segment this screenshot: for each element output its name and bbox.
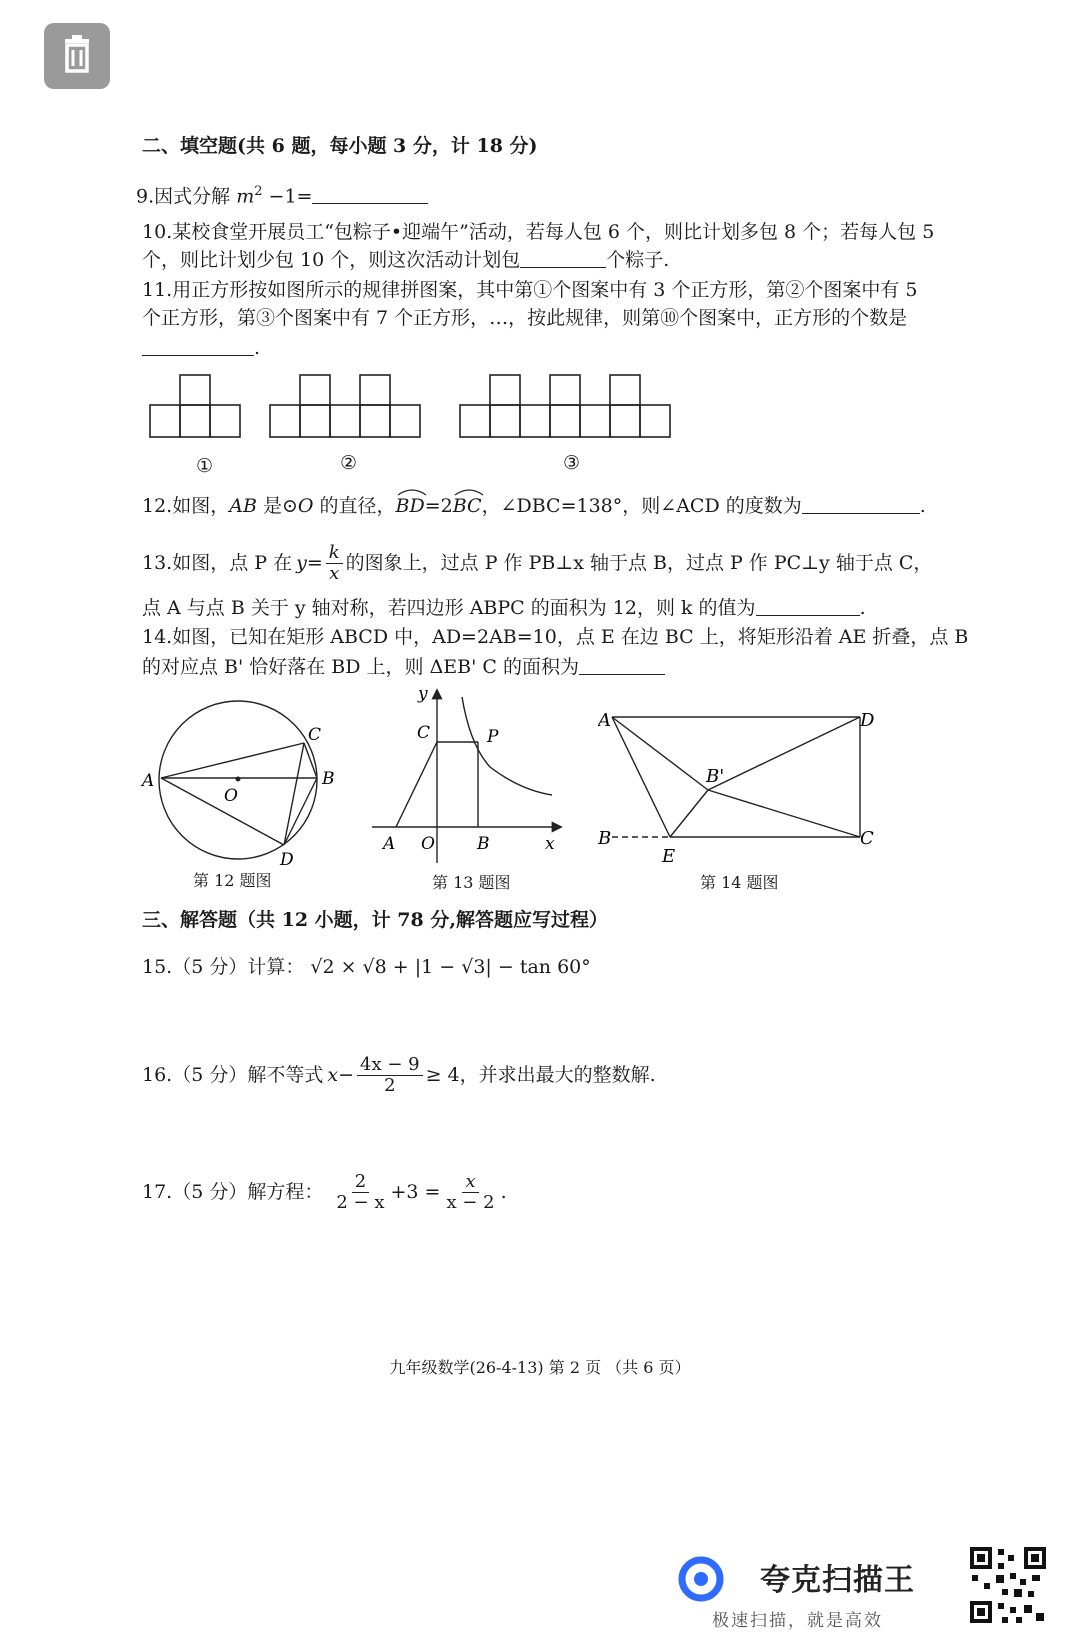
fig12-label-d: D <box>280 850 294 870</box>
q9-exp: 2 <box>254 184 263 199</box>
q13-line2: 点 A 与点 B 关于 y 轴对称，若四边形 ABPC 的面积为 12，则 k 的值为 <box>142 597 756 619</box>
question-10-line2 <box>142 248 669 272</box>
section3-heading: 三、解答题（共 12 小题，计 78 分,解答题应写过程） <box>142 909 608 931</box>
watermark-brand-name: 夸克扫描王 <box>760 1563 915 1598</box>
q14-answer-blank[interactable] <box>579 656 665 675</box>
q11-fig-label-1: ① <box>196 455 214 477</box>
question-11-line1: 11.用正方形按如图所示的规律拼图案，其中第①个图案中有 3 个正方形，第②个图案中有 5 <box>142 279 918 301</box>
q12-mid1: 是⊙ <box>256 495 298 517</box>
section2-heading: 二、填空题(共 6 题，每小题 3 分，计 18 分) <box>142 135 538 157</box>
q16-rest: ≥ 4，并求出最大的整数解. <box>425 1064 656 1086</box>
q14-line2: 的对应点 B' 恰好落在 BD 上，则 ΔEB' C 的面积为 <box>142 656 579 678</box>
fig12-label-b: B <box>322 769 335 789</box>
fig14-caption: 第 14 题图 <box>700 873 779 892</box>
question-17 <box>142 1162 507 1222</box>
q12-end: . <box>919 495 926 517</box>
q13-y: y <box>296 552 307 574</box>
question-13-line2 <box>142 596 866 620</box>
fig14-label-b-prime: B' <box>706 766 725 787</box>
q13-x: x <box>329 562 340 584</box>
q15-expression: √2 × √8 + |1 − √3| − tan 60° <box>310 956 591 978</box>
q17-num1: 2 <box>352 1172 369 1193</box>
fig12-circle-diagram <box>140 690 350 875</box>
question-12 <box>142 494 926 518</box>
q17-mid: +3 = <box>390 1181 441 1203</box>
q17-den2: x − 2 <box>446 1191 495 1213</box>
q12-answer-blank[interactable] <box>802 495 920 514</box>
q13-answer-blank[interactable] <box>756 597 860 616</box>
q17-prefix: 17.（5 分）解方程： <box>142 1181 324 1203</box>
question-14-line2 <box>142 655 665 679</box>
fig14-label-c: C <box>860 828 874 849</box>
q11-pattern-figure <box>140 370 710 480</box>
fig12-label-c: C <box>308 725 322 745</box>
q10-line2b: 个粽子. <box>606 249 670 271</box>
q16-fraction <box>357 1055 423 1096</box>
page-footer: 九年级数学(26-4-13) 第 2 页 （共 6 页） <box>389 1358 691 1377</box>
fig14-label-e: E <box>662 846 676 867</box>
q11-answer-blank[interactable] <box>142 337 254 356</box>
fig12-label-a: A <box>142 771 155 791</box>
fig13-label-b: B <box>477 834 490 854</box>
q11-fig-label-3: ③ <box>563 452 581 474</box>
q9-rest: −1= <box>262 185 313 208</box>
q10-line2a: 个，则比计划少包 10 个，则这次活动计划包 <box>142 249 521 271</box>
q13-k: k <box>326 543 343 564</box>
q9-text: 9.因式分解 <box>136 185 231 208</box>
q17-num2: x <box>462 1172 478 1193</box>
q16-prefix: 16.（5 分）解不等式 <box>142 1064 324 1086</box>
fig14-label-d: D <box>860 710 875 731</box>
q9-answer-blank[interactable] <box>312 185 428 204</box>
q12-ab: AB <box>229 495 257 517</box>
fig14-label-a: A <box>598 710 611 731</box>
q16-minus: − <box>338 1064 354 1086</box>
question-9 <box>136 180 428 208</box>
fig14-label-b: B <box>598 828 612 849</box>
fig14-rectangle-diagram <box>598 702 898 872</box>
q12-eq: =2 <box>424 495 453 517</box>
qr-code-icon <box>968 1545 1048 1625</box>
question-10-line1: 10.某校食堂开展员工“包粽子•迎端午”活动，若每人包 6 个，则比计划多包 8 个；若每人包 5 <box>142 221 935 243</box>
q16-x: x <box>327 1064 339 1086</box>
q12-mid2: 的直径， <box>313 495 396 517</box>
q17-end: . <box>500 1181 507 1203</box>
q15-prefix: 15.（5 分）计算： <box>142 956 305 978</box>
watermark-slogan: 极速扫描，就是高效 <box>712 1611 883 1631</box>
q13-eqsign: = <box>306 552 323 574</box>
fig13-label-p: P <box>487 727 499 747</box>
q9-var: m <box>236 185 255 208</box>
q13-prefix: 13.如图，点 P 在 <box>142 552 293 574</box>
question-11-line3 <box>142 336 260 360</box>
q11-line3-end: . <box>254 337 261 359</box>
fig13-label-y: y <box>418 685 428 704</box>
q13-mid: 的图象上，过点 P 作 PB⊥x 轴于点 B，过点 P 作 PC⊥y 轴于点 C， <box>345 552 933 574</box>
fig13-label-c: C <box>417 723 431 743</box>
q16-denominator: 2 <box>384 1074 396 1096</box>
fig12-caption: 第 12 题图 <box>193 871 272 890</box>
quark-logo-icon <box>677 1555 725 1603</box>
q16-numerator: 4x − 9 <box>357 1055 423 1076</box>
q10-answer-blank[interactable] <box>520 249 606 268</box>
q12-angle: ，∠DBC=138°，则∠ACD 的度数为 <box>481 495 802 517</box>
q13-fraction <box>326 543 343 584</box>
q17-fraction-1 <box>333 1172 387 1213</box>
q12-o: O <box>297 495 314 517</box>
trash-icon <box>44 23 110 89</box>
q17-den1: 2 − x <box>336 1191 385 1213</box>
fig13-caption: 第 13 题图 <box>432 873 511 892</box>
fig13-graph-diagram <box>370 685 570 870</box>
fig13-label-a: A <box>383 834 396 854</box>
q12-arc-bc: BC <box>452 495 482 517</box>
fig12-label-o: O <box>224 786 238 806</box>
question-11-line2: 个正方形，第③个图案中有 7 个正方形，…，按此规律，则第⑩个图案中，正方形的个数是 <box>142 307 908 329</box>
fig13-label-o: O <box>421 834 435 854</box>
question-14-line1: 14.如图，已知在矩形 ABCD 中，AD=2AB=10，点 E 在边 BC 上，将矩形沿着 AE 折叠，点 B <box>142 626 969 648</box>
q13-end: . <box>859 597 866 619</box>
fig13-label-x: x <box>545 834 555 854</box>
q12-arc-bd: BD <box>395 495 425 517</box>
question-15 <box>142 955 591 979</box>
question-13-line1 <box>142 538 932 588</box>
q12-prefix: 12.如图， <box>142 495 230 517</box>
q17-fraction-2 <box>443 1172 497 1213</box>
question-16 <box>142 1045 656 1105</box>
q11-fig-label-2: ② <box>340 452 358 474</box>
delete-button[interactable] <box>44 23 110 89</box>
